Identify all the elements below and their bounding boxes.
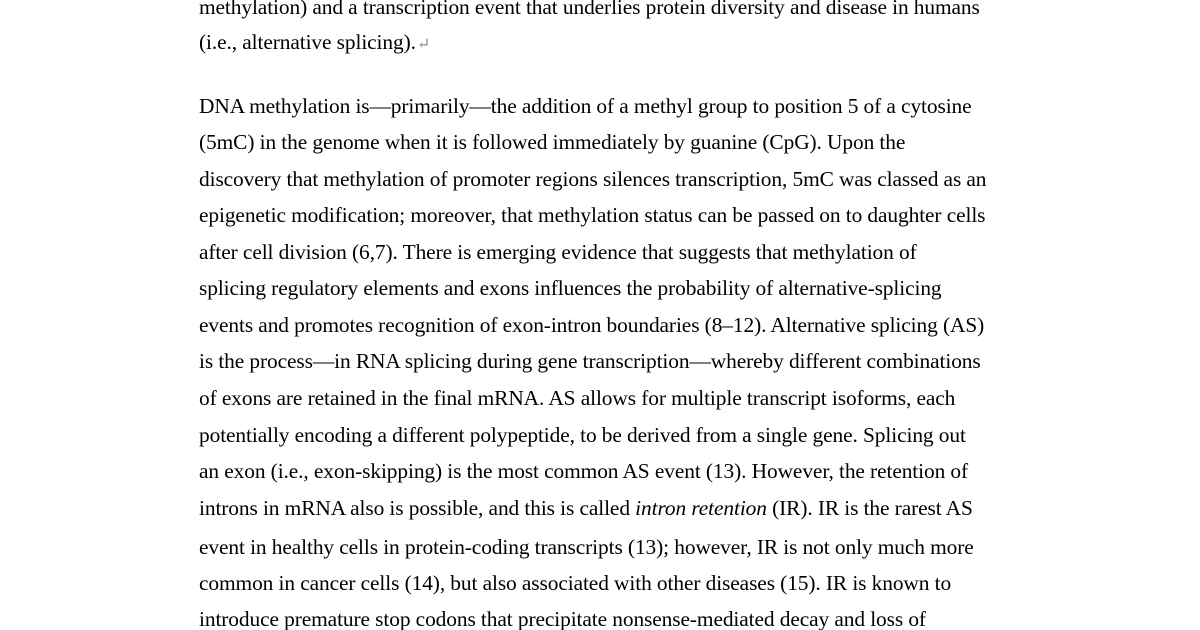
paragraph-2-line-5: after cell division (6,7). There is emerging evidence that suggests that methylation of [199, 240, 917, 264]
paragraph-1-line-1: methylation) and a transcription event that underlies protein diversity and disease in humans [199, 0, 980, 19]
paragraph-2-line-13: event in healthy cells in protein-coding transcripts (13); however, IR is not only much more [199, 535, 974, 559]
paragraph-2-line-2: (5mC) in the genome when it is followed immediately by guanine (CpG). Upon the [199, 130, 906, 154]
paragraph-2-line-8: is the process—in RNA splicing during gene transcription—whereby different combinations [199, 349, 981, 373]
intron-retention-term: intron retention [635, 496, 767, 520]
paragraph-2-line-9: of exons are retained in the final mRNA. AS allows for multiple transcript isoforms, each [199, 386, 956, 410]
paragraph-2-line-4: epigenetic modification; moreover, that methylation status can be passed on to daughter cells [199, 203, 986, 227]
line-12-text-before: introns in mRNA also is possible, and this is called [199, 496, 636, 520]
paragraph-2-line-15: introduce premature stop codons that precipitate nonsense-mediated decay and loss of [199, 607, 926, 630]
paragraph-1-line-2 [199, 29, 430, 58]
paragraph-2-line-10: potentially encoding a different polypeptide, to be derived from a single gene. Splicing out [199, 423, 966, 447]
paragraph-mark-icon: ↵ [416, 36, 431, 53]
paragraph-2-line-6: splicing regulatory elements and exons influences the probability of alternative-splicing [199, 276, 942, 300]
paragraph-1-line-2-text: (i.e., alternative splicing). [199, 30, 416, 54]
paragraph-2-line-7: events and promotes recognition of exon-intron boundaries (8–12). Alternative splicing (AS) [199, 313, 985, 337]
paragraph-2-line-3: discovery that methylation of promoter regions silences transcription, 5mC was classed as an [199, 167, 987, 191]
paragraph-2-line-14: common in cancer cells (14), but also associated with other diseases (15). IR is known to [199, 571, 952, 595]
line-12-text-after: (IR). IR is the rarest AS [766, 496, 973, 520]
paragraph-2-line-11: an exon (i.e., exon-skipping) is the most common AS event (13). However, the retention of [199, 459, 969, 483]
paragraph-2-line-12 [199, 495, 973, 521]
paragraph-2-line-1: DNA methylation is—primarily—the addition of a methyl group to position 5 of a cytosine [199, 94, 972, 118]
